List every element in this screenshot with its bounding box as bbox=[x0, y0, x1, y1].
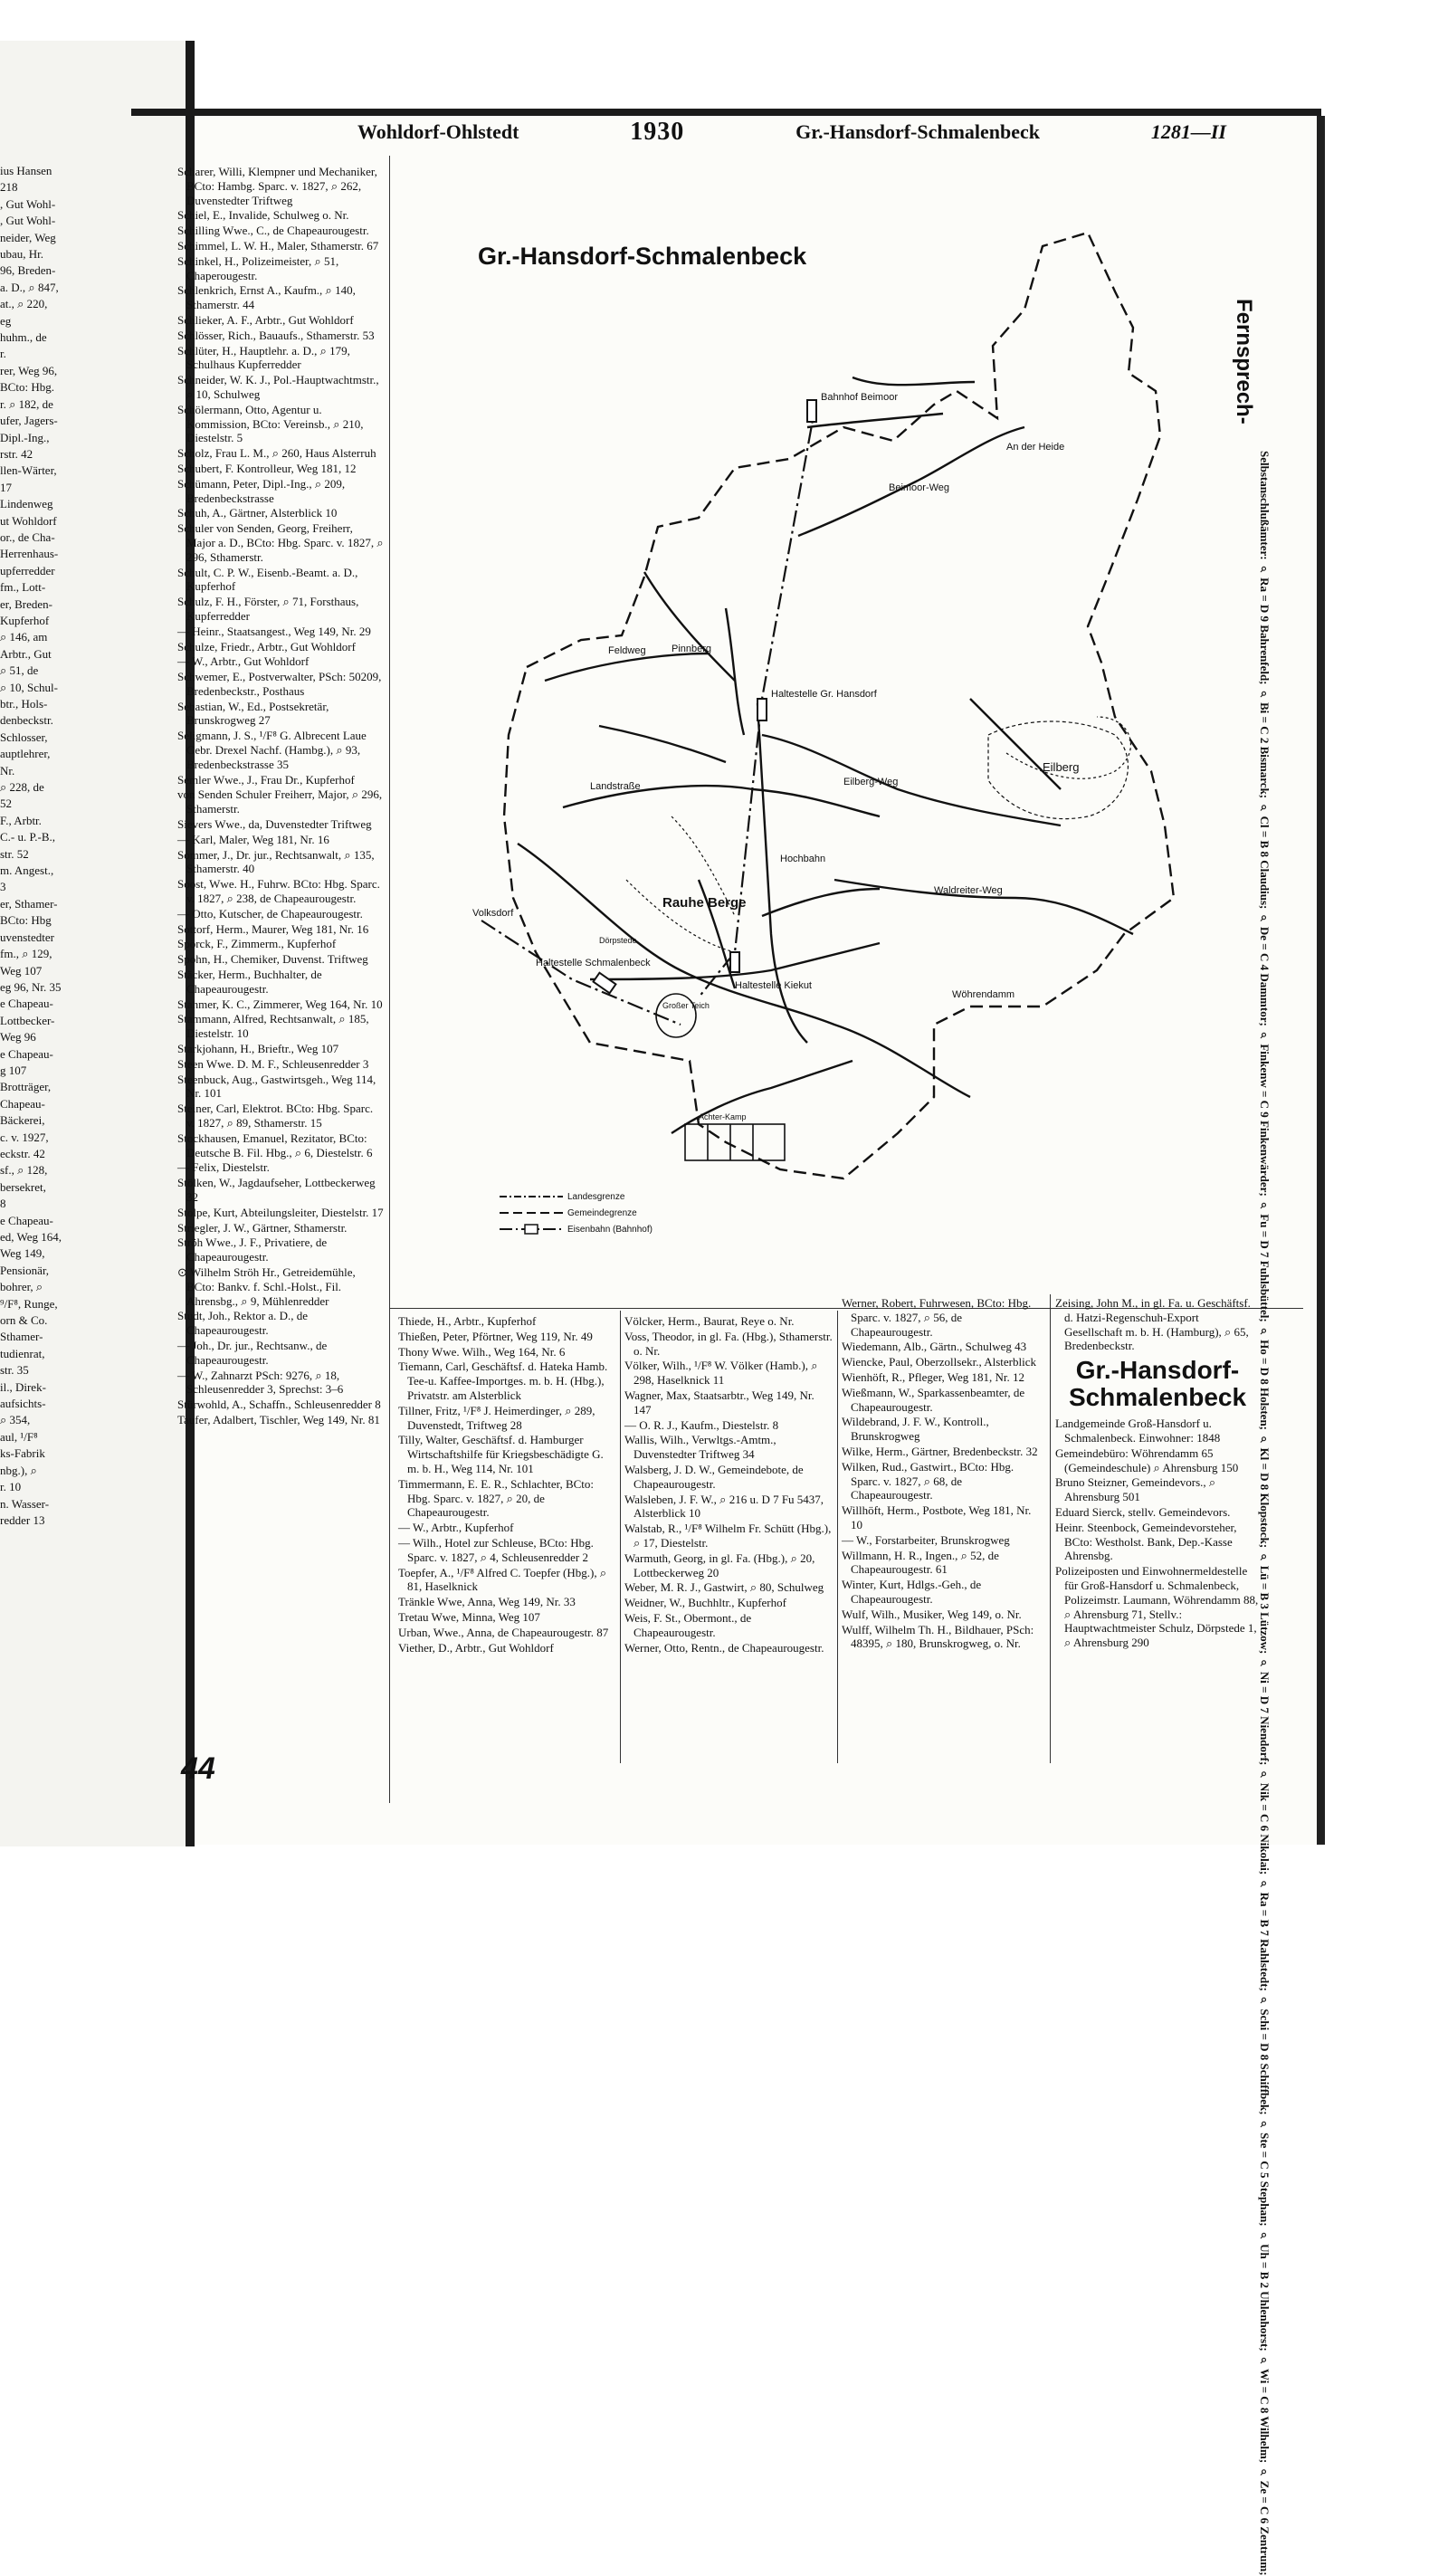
facing-page-line: Schlosser, bbox=[0, 730, 48, 744]
directory-entry: Scharer, Willi, Klempner und Mechaniker, BCto: Hambg. Sparc. v. 1827, ⌕ 262, Duvenstedter Triftweg bbox=[177, 165, 377, 207]
minor-road bbox=[762, 889, 880, 916]
directory-entry: Schiel, E., Invalide, Schulweg o. Nr. bbox=[177, 208, 349, 223]
facing-page-line: Lottbecker- bbox=[0, 1013, 55, 1027]
label-hochbahn: Hochbahn bbox=[780, 854, 826, 864]
directory-entry: — Joh., Dr. jur., Rechtsanw., de Chapeaurougestr. bbox=[177, 1338, 328, 1367]
label-eilberg: Eilberg bbox=[1043, 760, 1080, 774]
directory-entry: Weis, F. St., Obermont., de Chapeaurougestr. bbox=[624, 1610, 752, 1639]
directory-entry: — O. R. J., Kaufm., Diestelstr. 8 bbox=[624, 1417, 779, 1432]
legend-landesgrenze: Landesgrenze bbox=[567, 1192, 625, 1202]
directory-entry: Wilke, Herm., Gärtner, Bredenbeckstr. 32 bbox=[842, 1444, 1038, 1458]
directory-entry: Schlösser, Rich., Bauaufs., Sthamerstr. 53 bbox=[177, 328, 375, 342]
facing-page-line: 52 bbox=[0, 797, 12, 811]
directory-entry: ⊙ Wilhelm Ströh Hr., Getreidemühle, BCto: Bankv. f. Schl.-Holst., Fil. Ahrensbg., ⌕ 9, Mühlenredder bbox=[177, 1264, 356, 1308]
directory-entry: Walsberg, J. D. W., Gemeindebote, de Chapeaurougestr. bbox=[624, 1462, 804, 1491]
directory-entry: Weber, M. R. J., Gastwirt, ⌕ 80, Schulweg bbox=[624, 1580, 824, 1595]
facing-page-line: ubau, Hr. bbox=[0, 247, 44, 262]
directory-entry: Thony Wwe. Wilh., Weg 164, Nr. 6 bbox=[398, 1344, 566, 1359]
facing-page-line: Pensionär, bbox=[0, 1263, 49, 1277]
map-legend bbox=[500, 1192, 653, 1235]
facing-page-line: r. ⌕ 182, de bbox=[0, 396, 53, 411]
facing-page-line: er, Breden- bbox=[0, 596, 52, 611]
directory-entry: Sottorf, Herm., Maurer, Weg 181, Nr. 16 bbox=[177, 921, 369, 936]
fernsprech-text: Selbstanschlußämter: ⌕ Ra = D 9 Bahrenfeld; ⌕ Bi = C 2 Bismarck; ⌕ Cl = B 8 Claudius; ⌕ De = C 4 Dammtor; ⌕ Finkenw = C 9 Finkenwärder; ⌕ Fu = D 7 Fuhlsbüttel; ⌕ Ho = D 8 Holsten; ⌕ Kl = D 8 Klopstock; ⌕ Lü = B 3 Lützow; ⌕ Ni = D 7 Niendorf; ⌕ Nik = C 6 Nikolai; ⌕ Ra = B 7 Rahlstedt; ⌕ Schi = D 8 Schiffbek; ⌕ Ste = C 5 Stephan; ⌕ Uh = B 2 Uhlenhorst; ⌕ Wi = C 8 Wilhelm; ⌕ Ze = C 6 Zentrum; bbox=[1258, 451, 1272, 2576]
facing-page-line: Herrenhaus- bbox=[0, 547, 59, 561]
facing-page-line: BCto: Hbg bbox=[0, 913, 52, 928]
directory-entry: Wießmann, W., Sparkassenbeamter, de Chapeaurougestr. bbox=[842, 1385, 1025, 1414]
directory-entry: Schuh, A., Gärtner, Alsterblick 10 bbox=[177, 506, 338, 520]
directory-entry: Spohn, H., Chemiker, Duvenst. Triftweg bbox=[177, 952, 368, 967]
directory-entry: Schlieker, A. F., Arbtr., Gut Wohldorf bbox=[177, 312, 354, 327]
facing-page-line: rstr. 42 bbox=[0, 446, 33, 461]
directory-entry: Stölken, W., Jagdaufseher, Lottbeckerweg 32 bbox=[177, 1176, 376, 1204]
directory-entry: Thiede, H., Arbtr., Kupferhof bbox=[398, 1314, 537, 1328]
eilberg-weg bbox=[762, 735, 1061, 825]
facing-page-line: Weg 96 bbox=[0, 1030, 36, 1045]
directory-entry: Zeising, John M., in gl. Fa. u. Geschäftsf. d. Hatzi-Regenschuh-Export Gesellschaft m. b. H. (Hamburg), ⌕ 65, Bredenbeckstr. bbox=[1055, 1296, 1251, 1353]
directory-entry: Winter, Kurt, Hdlgs.-Geh., de Chapeaurougestr. bbox=[842, 1578, 982, 1606]
facing-page-line: 96, Breden- bbox=[0, 263, 56, 278]
directory-entry: Bruno Steizner, Gemeindevors., ⌕ Ahrensburg 501 bbox=[1055, 1475, 1216, 1504]
facing-page-line: aufsichts- bbox=[0, 1397, 46, 1411]
label-an-der-heide: An der Heide bbox=[1006, 442, 1065, 453]
facing-page-line: str. 52 bbox=[0, 846, 29, 861]
directory-entry: — Karl, Maler, Weg 181, Nr. 16 bbox=[177, 832, 329, 846]
facing-page-line: Weg 149, bbox=[0, 1246, 45, 1261]
facing-page-line: bohrer, ⌕ bbox=[0, 1280, 43, 1294]
directory-entry: — Felix, Diestelstr. bbox=[177, 1160, 270, 1175]
facing-page-line: Brotträger, bbox=[0, 1080, 52, 1094]
directory-entry: Schinkel, H., Polizeimeister, ⌕ 51, Chaperougestr. bbox=[177, 253, 339, 282]
directory-entry: Steiner, Carl, Elektrot. BCto: Hbg. Sparc. v. 1827, ⌕ 89, Sthamerstr. 15 bbox=[177, 1102, 374, 1130]
page-number: 44 bbox=[181, 1751, 215, 1786]
facing-page-line: m. Angest., bbox=[0, 863, 54, 878]
directory-entry: Landgemeinde Groß-Hansdorf u. Schmalenbeck. Einwohner: 1848 bbox=[1055, 1417, 1221, 1445]
facing-page-line: btr., Hols- bbox=[0, 697, 48, 711]
directory-entry: Viether, D., Arbtr., Gut Wohldorf bbox=[398, 1640, 554, 1655]
directory-entry: Sebastian, W., Ed., Postsekretär, Brunskrogweg 27 bbox=[177, 699, 329, 728]
facing-page-line: r. 10 bbox=[0, 1480, 22, 1494]
directory-entry: Tretau Wwe, Minna, Weg 107 bbox=[398, 1609, 540, 1624]
facing-page-line: Sthamer- bbox=[0, 1330, 43, 1344]
facing-page-line: ufer, Jagers- bbox=[0, 414, 58, 428]
header-left: Wohldorf-Ohlstedt bbox=[357, 120, 519, 143]
directory-entry: Schwemer, E., Postverwalter, PSch: 50209, Bredenbeckstr., Posthaus bbox=[177, 670, 382, 698]
directory-entry: — Wilh., Hotel zur Schleuse, BCto: Hbg. Sparc. v. 1827, ⌕ 4, Schleusenredder 2 bbox=[398, 1535, 594, 1564]
facing-page-line: eg bbox=[0, 313, 12, 328]
railway-line bbox=[481, 921, 681, 1025]
facing-page-line: or., de Cha- bbox=[0, 530, 55, 544]
directory-entry: Spörck, F., Zimmerm., Kupferhof bbox=[177, 937, 337, 951]
directory-entry: — W., Forstarbeiter, Brunskrogweg bbox=[842, 1532, 1010, 1547]
directory-entry: Stürwohld, A., Schaffn., Schleusenredder 8 bbox=[177, 1398, 381, 1412]
facing-page-line: Kupferhof bbox=[0, 613, 50, 627]
directory-entry: Wulf, Wilh., Musiker, Weg 149, o. Nr. bbox=[842, 1607, 1022, 1621]
directory-entry: Schölermann, Otto, Agentur u. Kommission, BCto: Vereinsb., ⌕ 210, Diestelstr. 5 bbox=[177, 402, 364, 445]
label-haltestelle-kiekut: Haltestelle Kiekut bbox=[735, 980, 812, 991]
map-gross-hansdorf bbox=[463, 228, 1176, 1276]
label-landstrasse: Landstraße bbox=[590, 781, 641, 792]
directory-entry: — Otto, Kutscher, de Chapeaurougestr. bbox=[177, 906, 363, 921]
facing-page-line: rer, Weg 96, bbox=[0, 363, 58, 377]
facing-page-line: Arbtr., Gut bbox=[0, 646, 52, 661]
directory-entry: Gemeindebüro: Wöhrendamm 65 (Gemeindeschule) ⌕ Ahrensburg 150 bbox=[1055, 1445, 1239, 1474]
directory-entry: Scholz, Frau L. M., ⌕ 260, Haus Alsterruh bbox=[177, 446, 376, 461]
directory-entry: Striegler, J. W., Gärtner, Sthamerstr. bbox=[177, 1220, 348, 1235]
directory-entry: Stolpe, Kurt, Abteilungsleiter, Diestelstr. 17 bbox=[177, 1205, 384, 1219]
directory-entry: Wallis, Wilh., Verwltgs.-Amtm., Duvenstedter Triftweg 34 bbox=[624, 1433, 776, 1462]
facing-page-line: , Gut Wohl- bbox=[0, 214, 56, 228]
directory-entry: Wulff, Wilhelm Th. H., Bildhauer, PSch: 48395, ⌕ 180, Brunskrogweg, o. Nr. bbox=[842, 1622, 1034, 1651]
facing-page-line: Bäckerei, bbox=[0, 1113, 45, 1128]
column-5-entries-top bbox=[1055, 1296, 1260, 1353]
directory-entry: Schuler von Senden, Georg, Freiherr, Major a. D., BCto: Hbg. Sparc. v. 1827, ⌕ 296, Sthamerstr. bbox=[177, 521, 384, 564]
scan-top-edge bbox=[131, 109, 1321, 116]
directory-entry: Walsleben, J. F. W., ⌕ 216 u. D 7 Fu 5437, Alsterblick 10 bbox=[624, 1492, 824, 1521]
facing-page-line: eg 96, Nr. 35 bbox=[0, 979, 62, 994]
directory-entry: Warmuth, Georg, in gl. Fa. (Hbg.), ⌕ 20, Lottbeckerweg 20 bbox=[624, 1550, 815, 1579]
directory-entry: Eduard Sierck, stellv. Gemeindevors. bbox=[1055, 1504, 1231, 1519]
label-eilberg-weg: Eilberg-Weg bbox=[843, 777, 899, 787]
facing-page-line: fm., ⌕ 129, bbox=[0, 947, 52, 961]
feldweg-west bbox=[545, 654, 708, 681]
facing-page-line: at., ⌕ 220, bbox=[0, 297, 48, 311]
beimoor-weg bbox=[798, 427, 1024, 536]
facing-page-line: ⁹/F⁸, Runge, bbox=[0, 1296, 58, 1311]
directory-entry: Soost, Wwe. H., Fuhrw. BCto: Hbg. Sparc. v. 1827, ⌕ 238, de Chapeaurougestr. bbox=[177, 877, 380, 906]
facing-page-line: str. 35 bbox=[0, 1363, 29, 1378]
facing-page-line: g 107 bbox=[0, 1063, 27, 1077]
facing-page-line: n. Wasser- bbox=[0, 1496, 50, 1511]
directory-entry: Schümann, Peter, Dipl.-Ing., ⌕ 209, Bredenbeckstrasse bbox=[177, 476, 346, 505]
facing-page-line: Weg 107 bbox=[0, 963, 43, 978]
facing-page-line: 17 bbox=[0, 480, 12, 494]
facing-page-line: Dipl.-Ing., bbox=[0, 430, 50, 444]
minor-road bbox=[599, 726, 726, 762]
directory-entry: — Heinr., Staatsangest., Weg 149, Nr. 29 bbox=[177, 624, 371, 638]
column-1 bbox=[177, 165, 384, 1428]
forest-path bbox=[626, 880, 735, 952]
directory-entry: Wienhöft, R., Pfleger, Weg 181, Nr. 12 bbox=[842, 1369, 1025, 1384]
facing-page-line: e Chapeau- bbox=[0, 1046, 53, 1061]
directory-entry: Schult, C. P. W., Eisenb.-Beamt. a. D., Kupferhof bbox=[177, 565, 358, 594]
directory-entry: Schulze, Friedr., Arbtr., Gut Wohldorf bbox=[177, 639, 356, 654]
facing-page-line: a. D., ⌕ 847, bbox=[0, 280, 59, 294]
facing-page-line: upferredder bbox=[0, 563, 55, 577]
facing-page-line: Nr. bbox=[0, 763, 15, 778]
directory-entry: Schilling Wwe., C., de Chapeaurougestr. bbox=[177, 224, 369, 238]
directory-entry: Wiedemann, Alb., Gärtn., Schulweg 43 bbox=[842, 1340, 1027, 1354]
minor-road bbox=[970, 699, 1061, 789]
facing-page-line: Lindenweg bbox=[0, 497, 53, 511]
directory-entry: — W., Arbtr., Kupferhof bbox=[398, 1521, 514, 1535]
station-hansdorf bbox=[757, 699, 767, 720]
legend-eisenbahn: Eisenbahn (Bahnhof) bbox=[567, 1225, 653, 1235]
label-haltestelle-schmalenbeck: Haltestelle Schmalenbeck bbox=[536, 958, 651, 968]
label-doerpstede: Dörpstede bbox=[599, 936, 637, 945]
facing-page-line: llen-Wärter, bbox=[0, 463, 57, 478]
facing-page-line: ⌕ 354, bbox=[0, 1413, 31, 1427]
directory-entry: Seligmann, J. S., ¹/F⁸ G. Albrecent Laue Gebr. Drexel Nachf. (Hambg.), ⌕ 93, Bredenbeckstrasse 35 bbox=[177, 729, 367, 771]
running-header bbox=[357, 116, 1226, 148]
column-2 bbox=[398, 1314, 614, 1655]
facing-page-line: auptlehrer, bbox=[0, 747, 51, 761]
facing-page-line: ⌕ 51, de bbox=[0, 663, 39, 678]
settlement-grid bbox=[685, 1124, 785, 1160]
directory-entry: Tränkle Wwe, Anna, Weg 149, Nr. 33 bbox=[398, 1595, 576, 1609]
facing-page-line: neider, Weg bbox=[0, 230, 56, 244]
facing-page-line: huhm., de bbox=[0, 330, 47, 345]
facing-page-line: nbg.), ⌕ bbox=[0, 1463, 37, 1477]
column-rule bbox=[837, 1311, 838, 1763]
directory-entry: Sievers Wwe., da, Duvenstedter Triftweg bbox=[177, 817, 372, 832]
directory-entry: Stäcker, Herm., Buchhalter, de Chapeaurougestr. bbox=[177, 968, 322, 996]
directory-entry: Heinr. Steenbock, Gemeindevorsteher, BCto: Westholst. Bank, Dep.-Kasse Ahrensbg. bbox=[1055, 1520, 1237, 1563]
column-4 bbox=[842, 1296, 1045, 1652]
map-title: Gr.-Hansdorf-Schmalenbeck bbox=[478, 243, 807, 270]
directory-entry: Schneider, W. K. J., Pol.-Hauptwachtmstr., ⌕ 10, Schulweg bbox=[177, 373, 379, 401]
column-3 bbox=[624, 1314, 833, 1655]
directory-entry: Willhöft, Herm., Postbote, Weg 181, Nr. 10 bbox=[842, 1503, 1032, 1531]
label-woehrendamm: Wöhrendamm bbox=[952, 989, 1015, 1000]
facing-page-line: bersekret, bbox=[0, 1179, 46, 1194]
station-kiekut bbox=[730, 952, 739, 972]
facing-page-line: F., Arbtr. bbox=[0, 813, 42, 827]
label-rauhe-berge: Rauhe Berge bbox=[662, 895, 747, 911]
facing-page-line: sf., ⌕ 128, bbox=[0, 1163, 48, 1178]
minor-road bbox=[644, 572, 735, 681]
facing-page-line: redder 13 bbox=[0, 1512, 45, 1527]
directory-entry: Werner, Otto, Rentn., de Chapeaurougestr. bbox=[624, 1640, 824, 1655]
facing-page-line: ⌕ 10, Schul- bbox=[0, 680, 58, 694]
facing-page-line: ius Hansen bbox=[0, 164, 52, 177]
facing-page-line: er, Sthamer- bbox=[0, 896, 58, 911]
directory-entry: Schimmel, L. W. H., Maler, Sthamerstr. 67 bbox=[177, 238, 379, 253]
facing-page-line: ed, Weg 164, bbox=[0, 1230, 62, 1244]
facing-page-line: orn & Co. bbox=[0, 1313, 48, 1328]
header-page: 1281—II bbox=[1150, 120, 1226, 143]
label-haltestelle-hansdorf: Haltestelle Gr. Hansdorf bbox=[771, 689, 877, 700]
directory-entry: Wilken, Rud., Gastwirt., BCto: Hbg. Sparc. v. 1827, ⌕ 68, de Chapeaurougestr. bbox=[842, 1459, 1015, 1503]
feldweg-north bbox=[853, 377, 975, 385]
facing-page-line: ut Wohldorf bbox=[0, 513, 57, 528]
column-rule bbox=[1050, 1294, 1051, 1763]
label-pinnberg: Pinnberg bbox=[672, 644, 712, 654]
facing-page-line: ⌕ 146, am bbox=[0, 630, 48, 644]
label-grosser-teich: Großer Teich bbox=[662, 1001, 710, 1010]
facing-page-text bbox=[0, 163, 81, 1774]
directory-entry: Wildebrand, J. F. W., Kontroll., Brunskrogweg bbox=[842, 1415, 989, 1444]
directory-entry: Werner, Robert, Fuhrwesen, BCto: Hbg. Sparc. v. 1827, ⌕ 56, de Chapeaurougestr. bbox=[842, 1296, 1032, 1339]
label-volksdorf: Volksdorf bbox=[472, 908, 514, 919]
fernsprech-title: Fernsprech- bbox=[1232, 299, 1256, 425]
directory-entry: Schubert, F. Kontrolleur, Weg 181, 12 bbox=[177, 461, 357, 475]
facing-page-line: uvenstedter bbox=[0, 930, 54, 944]
facing-page-line: 8 bbox=[0, 1197, 6, 1211]
directory-entry: Stockhausen, Emanuel, Rezitator, BCto: Deutsche B. Fil. Hbg., ⌕ 6, Diestelstr. 6 bbox=[177, 1131, 373, 1159]
directory-entry: von Senden Schuler Freiherr, Major, ⌕ 296, Sthamerstr. bbox=[177, 787, 383, 816]
directory-entry: Völker, Wilh., ¹/F⁸ W. Völker (Hamb.), ⌕ 298, Haselknick 11 bbox=[624, 1359, 818, 1388]
directory-entry: — W., Zahnarzt PSch: 9276, ⌕ 18, Schleusenredder 3, Sprechst: 3–6 bbox=[177, 1368, 344, 1397]
legend-gemeindegrenze: Gemeindegrenze bbox=[567, 1208, 637, 1218]
directory-entry: Schulz, F. H., Förster, ⌕ 71, Forsthaus, Kupferredder bbox=[177, 595, 359, 623]
column-rule bbox=[620, 1311, 621, 1763]
column-5-entries bbox=[1055, 1417, 1260, 1650]
directory-entry: Sommer, J., Dr. jur., Rechtsanwalt, ⌕ 135, Sthamerstr. 40 bbox=[177, 847, 375, 876]
facing-page-line: 218 bbox=[0, 180, 18, 195]
facing-page-line: e Chapeau- bbox=[0, 1213, 53, 1227]
directory-entry: Steenbuck, Aug., Gastwirtsgeh., Weg 114, Nr. 101 bbox=[177, 1072, 376, 1101]
directory-entry: Semler Wwe., J., Frau Dr., Kupferhof bbox=[177, 772, 355, 787]
facing-page-line: r. bbox=[0, 347, 6, 361]
directory-entry: Weidner, W., Buchhltr., Kupferhof bbox=[624, 1596, 786, 1610]
directory-entry: Willmann, H. R., Ingen., ⌕ 52, de Chapeaurougestr. 61 bbox=[842, 1548, 999, 1577]
directory-entry: Stammann, Alfred, Rechtsanwalt, ⌕ 185, Diestelstr. 10 bbox=[177, 1012, 369, 1041]
directory-entry: Völcker, Herm., Baurat, Reye o. Nr. bbox=[624, 1314, 795, 1328]
header-right: Gr.-Hansdorf-Schmalenbeck bbox=[795, 120, 1041, 143]
directory-entry: Steen Wwe. D. M. F., Schleusenredder 3 bbox=[177, 1056, 369, 1071]
directory-entry: Voss, Theodor, in gl. Fa. (Hbg.), Sthamerstr. o. Nr. bbox=[624, 1329, 833, 1358]
directory-entry: Schlüter, H., Hauptlehr. a. D., ⌕ 179, Schulhaus Kupferredder bbox=[177, 343, 350, 372]
column-rule bbox=[389, 156, 390, 1803]
label-bahnhof-beimoor: Bahnhof Beimoor bbox=[821, 392, 898, 403]
facing-page-line: ⌕ 228, de bbox=[0, 780, 44, 795]
municipal-boundary bbox=[504, 233, 1174, 1178]
directory-entry: Ströh Wwe., J. F., Privatiere, de Chapeaurougestr. bbox=[177, 1236, 328, 1264]
directory-entry: Taufer, Adalbert, Tischler, Weg 149, Nr. 81 bbox=[177, 1412, 380, 1426]
directory-entry: Schlenkrich, Ernst A., Kaufm., ⌕ 140, Sthamerstr. 44 bbox=[177, 283, 356, 312]
facing-page-line: Chapeau- bbox=[0, 1096, 45, 1111]
label-achter-kamp: Achter-Kamp bbox=[699, 1112, 747, 1121]
section-heading-gr-hansdorf: Gr.-Hansdorf-Schmalenbeck bbox=[1068, 1356, 1247, 1412]
directory-entry: Walstab, R., ¹/F⁸ Wilhelm Fr. Schütt (Hbg.), ⌕ 17, Diestelstr. bbox=[624, 1522, 832, 1550]
directory-entry: Stahmer, K. C., Zimmerer, Weg 164, Nr. 10 bbox=[177, 997, 383, 1011]
facing-page-line: BCto: Hbg. bbox=[0, 380, 54, 395]
facing-page-line: ks-Fabrik bbox=[0, 1446, 45, 1461]
column-5 bbox=[1055, 1296, 1260, 1651]
label-feldweg: Feldweg bbox=[608, 645, 646, 656]
facing-page-line: , Gut Wohl- bbox=[0, 196, 56, 211]
minor-road bbox=[726, 608, 744, 735]
feldweg-mid bbox=[807, 414, 943, 427]
facing-page-line: C.- u. P.-B., bbox=[0, 830, 56, 844]
directory-entry: Timmermann, E. E. R., Schlachter, BCto: Hbg. Sparc. v. 1827, ⌕ 20, de Chapeaurougestr. bbox=[398, 1476, 595, 1520]
directory-entry: Tiemann, Carl, Geschäftsf. d. Hateka Hamb. Tee-u. Kaffee-Importges. m. b. H. (Hbg.), Privatstr. am Alsterblick bbox=[398, 1360, 608, 1402]
directory-entry: Studt, Joh., Rektor a. D., de Chapeaurougestr. bbox=[177, 1309, 309, 1338]
facing-page-line: e Chapeau- bbox=[0, 997, 53, 1011]
facing-page-line: il., Direk- bbox=[0, 1379, 46, 1394]
woehrendamm-road bbox=[757, 703, 807, 1043]
directory-entry: Wiencke, Paul, Oberzollsekr., Alsterblick bbox=[842, 1355, 1037, 1369]
facing-page-line: fm., Lott- bbox=[0, 580, 46, 595]
directory-entry: Toepfer, A., ¹/F⁸ Alfred C. Toepfer (Hbg.), ⌕ 81, Haselknick bbox=[398, 1565, 607, 1594]
scan-right-edge bbox=[1317, 116, 1325, 1845]
facing-page-line: 3 bbox=[0, 880, 6, 894]
header-year: 1930 bbox=[630, 118, 685, 146]
facing-page-line: eckstr. 42 bbox=[0, 1146, 45, 1160]
label-waldreiter-weg: Waldreiter-Weg bbox=[934, 885, 1003, 896]
landstrasse-road bbox=[518, 844, 970, 1097]
directory-entry: Wagner, Max, Staatsarbtr., Weg 149, Nr. 147 bbox=[624, 1388, 814, 1417]
station-beimoor bbox=[807, 400, 816, 422]
directory-entry: Tilly, Walter, Geschäftsf. d. Hamburger Wirtschaftshilfe für Kriegsbeschädigte G. m. b. H., Weg 114, Nr. 101 bbox=[398, 1433, 604, 1475]
facing-page-line: denbeckstr. bbox=[0, 713, 53, 728]
directory-entry: Polizeiposten und Einwohnermeldestelle für Groß-Hansdorf u. Schmalenbeck, Polizeimstr. Laumann, Wöhrendamm 88, ⌕ Ahrensburg 71, Stellv.: Hauptwachtmeister Schulz, Dörpstede 1, ⌕ Ahrensburg 290 bbox=[1055, 1564, 1259, 1650]
facing-page-line: tudienrat, bbox=[0, 1346, 45, 1360]
label-beimoor-weg: Beimoor-Weg bbox=[889, 482, 950, 493]
directory-entry: — W., Arbtr., Gut Wohldorf bbox=[177, 654, 310, 669]
facing-page-line: c. v. 1927, bbox=[0, 1130, 49, 1144]
directory-entry: Tillner, Fritz, ¹/F⁸ J. Heimerdinger, ⌕ 289, Duvenstedt, Triftweg 28 bbox=[398, 1403, 595, 1432]
facing-page-line: aul, ¹/F⁸ bbox=[0, 1429, 38, 1444]
directory-entry: Thießen, Peter, Pförtner, Weg 119, Nr. 49 bbox=[398, 1329, 593, 1343]
directory-entry: Urban, Wwe., Anna, de Chapeaurougestr. 87 bbox=[398, 1625, 609, 1639]
directory-entry: Starkjohann, H., Brieftr., Weg 107 bbox=[177, 1042, 339, 1056]
